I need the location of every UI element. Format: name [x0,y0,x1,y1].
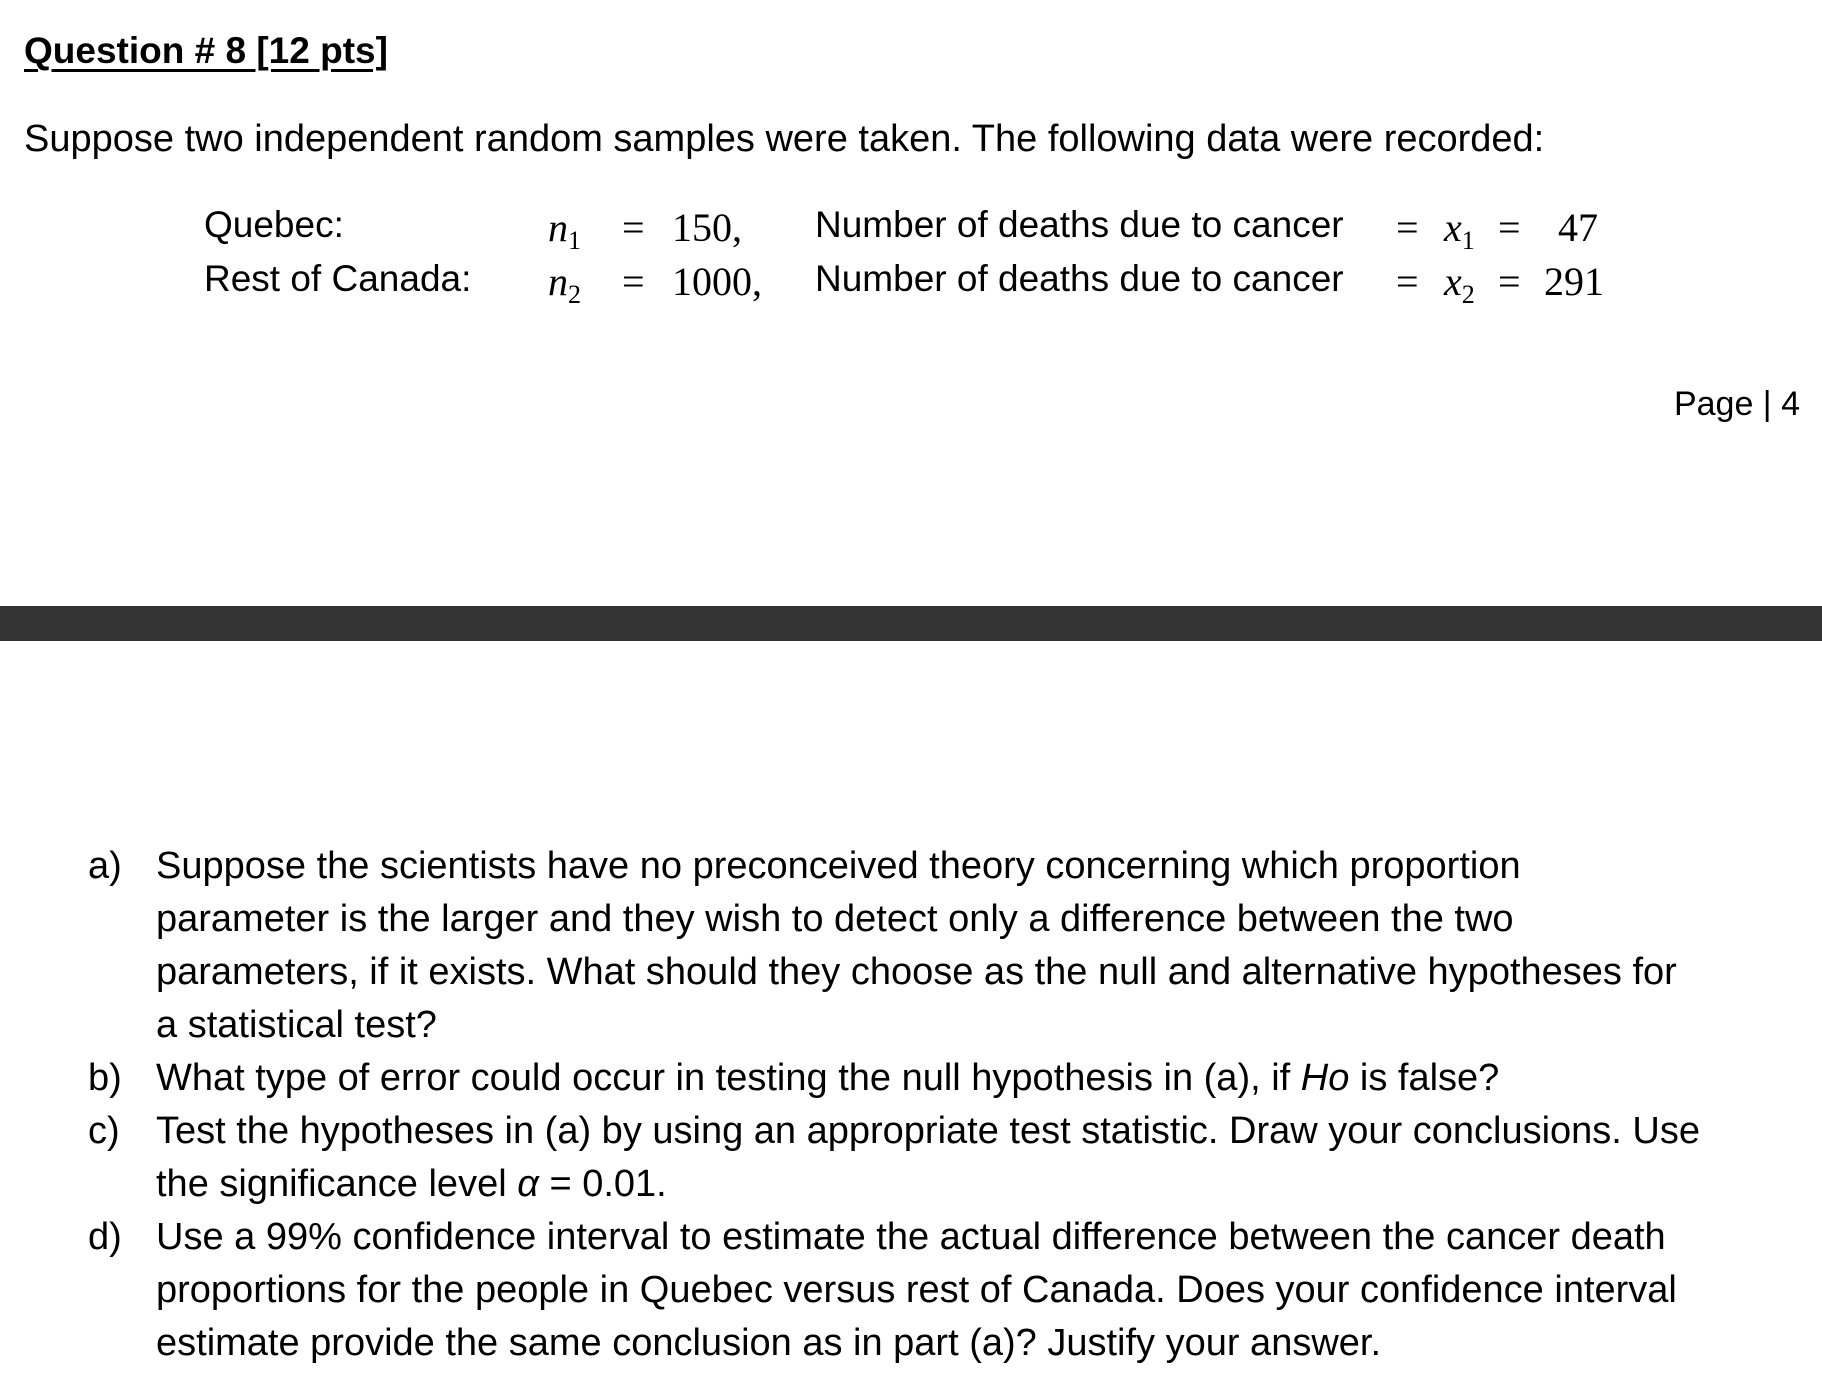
alpha-symbol: α [517,1163,539,1205]
equals-sign: = [622,205,645,250]
n2-value: 1000, [672,259,762,304]
equals-sign: = [1396,259,1419,304]
part-marker: c) [88,1110,120,1152]
question-parts-list [88,840,1808,1370]
question-part-a [88,840,1808,1052]
x1-symbol: $x_1$ [1444,205,1475,255]
part-marker: b) [88,1057,122,1099]
part-text: Test the hypotheses in (a) by using an appropriate test statistic. Draw your conclusions. Use the significance level α = 0.01. [156,1110,1700,1205]
part-marker: a) [88,845,122,887]
part-marker: d) [88,1216,122,1258]
x2-value: 291 [1544,259,1604,304]
part-text: Suppose the scientists have no preconceived theory concerning which proportion parameter is the larger and they wish to detect only a difference between the two parameters, if it exists. What should they choose as the null and alternative hypotheses for a statistical test? [156,845,1677,1046]
part-text: What type of error could occur in testing the null hypothesis in (a), if Ho is false? [156,1057,1500,1099]
deaths-description: Number of deaths due to cancer [815,204,1344,245]
question-title: Question # 8 [12 pts] [24,30,388,71]
h0-symbol: Ho [1300,1057,1350,1099]
n1-value: 150, [672,205,742,250]
question-intro: Suppose two independent random samples were taken. The following data were recorded: [24,118,1545,160]
n2-symbol: $n_2$ [548,259,581,309]
part-text: Use a 99% confidence interval to estimate the actual difference between the cancer death proportions for the people in Quebec versus rest of Canada. Does your confidence interval estimate provide the same conclusion as in part (a)? Justify your answer. [156,1216,1677,1364]
question-part-b [88,1052,1808,1105]
question-part-c [88,1105,1808,1211]
equals-sign: = [1396,205,1419,250]
question-part-d [88,1211,1808,1370]
page-break-separator [0,606,1822,641]
n1-symbol: $n_1$ [548,205,581,255]
x1-value: 47 [1558,205,1598,250]
row-label-rest-of-canada: Rest of Canada: [204,258,472,299]
row-label-quebec: Quebec: [204,204,344,245]
equals-sign: = [622,259,645,304]
page-number: Page | 4 [1673,385,1800,423]
x2-symbol: $x_2$ [1444,259,1475,309]
deaths-description: Number of deaths due to cancer [815,258,1344,299]
equals-sign: = [1498,205,1521,250]
equals-sign: = [1498,259,1521,304]
